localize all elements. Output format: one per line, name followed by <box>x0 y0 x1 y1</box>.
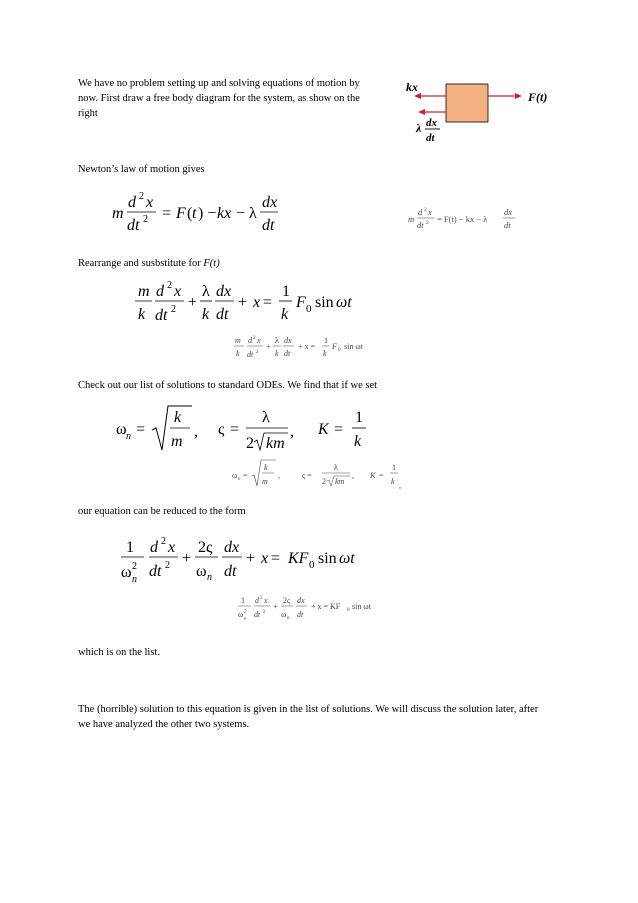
svg-text:d: d <box>255 596 259 605</box>
rearrange-variable: F(t) <box>203 258 220 269</box>
svg-text:x: x <box>257 336 261 345</box>
svg-text:KF: KF <box>288 550 309 567</box>
svg-text:=: = <box>334 421 344 438</box>
svg-text:ωt: ωt <box>336 294 352 311</box>
svg-text:2ς: 2ς <box>283 596 291 605</box>
svg-text:,: , <box>278 471 280 480</box>
svg-text:m: m <box>112 205 124 222</box>
svg-text:dx: dx <box>262 194 278 211</box>
svg-text:0: 0 <box>347 608 350 613</box>
parameter-definitions-small <box>230 456 410 496</box>
svg-text:K: K <box>370 471 376 480</box>
svg-text:n: n <box>287 616 290 621</box>
svg-text:=: = <box>136 421 146 438</box>
lambda-label: λ <box>416 121 422 135</box>
svg-text:dt: dt <box>254 610 261 619</box>
svg-text:x: x <box>428 207 432 217</box>
svg-text:− λ: − λ <box>236 205 257 222</box>
svg-text:ω: ω <box>281 610 287 619</box>
svg-text:1: 1 <box>392 463 396 472</box>
svg-text:k: k <box>275 349 279 358</box>
svg-text:k: k <box>323 349 327 358</box>
svg-text:+: + <box>238 294 248 311</box>
svg-text:(: ( <box>187 205 193 222</box>
svg-text:x: x <box>146 194 154 211</box>
mass-block <box>446 84 488 122</box>
rearranged-equation-small <box>232 332 402 364</box>
svg-text:n: n <box>238 477 241 482</box>
svg-text:sin: sin <box>318 550 337 567</box>
svg-text:,: , <box>352 471 354 480</box>
svg-text:+: + <box>273 602 278 611</box>
svg-text:dt: dt <box>149 563 162 580</box>
svg-text:2: 2 <box>322 477 326 486</box>
svg-text:dt: dt <box>504 220 511 230</box>
svg-text:x: x <box>253 294 261 311</box>
svg-text:+: + <box>246 550 256 567</box>
svg-text:+: + <box>188 294 198 311</box>
svg-text:= F(t) − kx − λ: = F(t) − kx − λ <box>437 214 488 224</box>
check-paragraph: Check out our list of solutions to standard ODEs. We find that if we set <box>78 380 378 391</box>
svg-text:λ: λ <box>334 463 338 472</box>
svg-text:sin: sin <box>315 294 334 311</box>
damping-arrow-icon <box>418 109 425 115</box>
svg-text:dt: dt <box>216 306 229 323</box>
svg-text:+ x =: + x = <box>298 342 316 351</box>
rearrange-paragraph <box>78 256 478 271</box>
svg-text:ωt: ωt <box>339 550 355 567</box>
svg-text:dt: dt <box>297 610 304 619</box>
svg-text:2: 2 <box>165 560 170 571</box>
svg-text:dx: dx <box>297 596 305 605</box>
svg-text:) −: ) − <box>198 205 217 222</box>
svg-text:k: k <box>202 306 210 323</box>
svg-text:2: 2 <box>139 191 144 202</box>
svg-text:2: 2 <box>161 536 166 547</box>
svg-text:dt: dt <box>247 350 254 359</box>
svg-text:K: K <box>318 421 329 438</box>
newton-equation <box>110 188 300 238</box>
svg-text:n: n <box>207 572 212 583</box>
svg-text:λ: λ <box>202 283 210 300</box>
svg-text:,: , <box>194 423 198 440</box>
svg-text:λ: λ <box>275 336 279 345</box>
svg-text:1: 1 <box>126 539 134 556</box>
svg-text:1: 1 <box>324 336 328 345</box>
svg-text:n: n <box>244 617 247 622</box>
svg-text:ω: ω <box>116 421 127 438</box>
svg-text:d: d <box>248 336 252 345</box>
svg-text:m: m <box>408 214 415 224</box>
svg-text:0: 0 <box>306 303 312 315</box>
svg-text:2: 2 <box>256 350 259 355</box>
svg-text:=: = <box>243 471 248 480</box>
svg-text:2: 2 <box>424 207 427 213</box>
svg-text:2: 2 <box>253 336 256 341</box>
svg-text:F: F <box>296 294 306 311</box>
parameter-definitions <box>112 400 382 460</box>
svg-text:2: 2 <box>246 435 254 452</box>
svg-text:2: 2 <box>426 220 429 226</box>
svg-text:dt: dt <box>284 349 291 358</box>
reduced-paragraph: our equation can be reduced to the form <box>78 506 246 517</box>
dt-label: dt <box>426 132 435 144</box>
svg-text:+: + <box>266 342 271 351</box>
svg-text:km: km <box>335 477 345 486</box>
svg-text:2: 2 <box>167 280 172 291</box>
svg-text:x: x <box>174 283 182 300</box>
svg-text:=: = <box>263 294 273 311</box>
svg-text:1: 1 <box>355 409 363 426</box>
svg-text:d: d <box>156 283 164 300</box>
svg-text:1: 1 <box>241 596 245 605</box>
svg-text:x: x <box>264 596 268 605</box>
svg-text:2: 2 <box>263 610 266 615</box>
svg-text:kx: kx <box>217 205 232 222</box>
svg-text:,: , <box>290 423 294 440</box>
svg-text:,: , <box>399 481 401 490</box>
svg-text:k: k <box>174 409 182 426</box>
svg-text:dx: dx <box>224 539 240 556</box>
svg-text:0: 0 <box>338 348 341 353</box>
rearranged-equation <box>132 274 372 330</box>
newton-equation-small <box>406 205 536 235</box>
svg-text:ς =: ς = <box>302 471 312 480</box>
svg-text:dt: dt <box>127 217 140 234</box>
svg-text:k: k <box>236 349 240 358</box>
intro-paragraph: We have no problem setting up and solving equations of motion by now. First draw a free body diagram for the system, as show on the right <box>78 78 360 119</box>
svg-text:t: t <box>192 205 197 222</box>
svg-text:F: F <box>176 205 186 222</box>
svg-text:2: 2 <box>244 610 247 615</box>
svg-text:F: F <box>332 342 337 351</box>
free-body-diagram <box>400 70 570 150</box>
svg-text:dt: dt <box>417 220 424 230</box>
svg-text:=: = <box>271 550 281 567</box>
kx-label: kx <box>406 80 418 94</box>
svg-text:k: k <box>264 463 268 472</box>
svg-text:2: 2 <box>260 596 263 601</box>
svg-text:2ς: 2ς <box>198 539 213 556</box>
svg-text:=: = <box>230 421 240 438</box>
svg-text:m: m <box>262 477 268 486</box>
svg-text:d: d <box>418 207 423 217</box>
svg-text:ω: ω <box>238 610 244 619</box>
svg-text:2: 2 <box>132 561 137 572</box>
svg-text:0: 0 <box>309 559 315 571</box>
svg-text:ω: ω <box>196 563 207 580</box>
svg-text:sin ωt: sin ωt <box>352 602 371 611</box>
svg-text:dx: dx <box>284 336 292 345</box>
svg-text:+: + <box>182 550 192 567</box>
svg-text:dt: dt <box>262 217 275 234</box>
svg-text:=: = <box>379 471 384 480</box>
svg-text:k: k <box>138 306 146 323</box>
svg-text:n: n <box>132 574 137 585</box>
svg-text:m: m <box>235 336 241 345</box>
svg-text:+ x = KF: + x = KF <box>311 602 341 611</box>
svg-text:x: x <box>261 550 269 567</box>
svg-text:2: 2 <box>171 304 176 315</box>
svg-text:n: n <box>126 431 131 442</box>
svg-text:m: m <box>171 433 183 450</box>
svg-text:dx: dx <box>216 283 232 300</box>
newton-paragraph: Newton’s law of motion gives <box>78 164 205 175</box>
rearrange-text: Rearrange and susbstitute for <box>78 258 204 269</box>
svg-text:dx: dx <box>504 207 513 217</box>
on-list-paragraph: which is on the list. <box>78 647 160 658</box>
svg-text:ς: ς <box>218 421 225 438</box>
dx-label: dx <box>426 117 437 129</box>
svg-text:km: km <box>266 435 285 452</box>
svg-text:k: k <box>354 433 362 450</box>
svg-text:λ: λ <box>262 409 270 426</box>
svg-text:d: d <box>150 539 158 556</box>
svg-text:dt: dt <box>155 307 168 324</box>
svg-text:k: k <box>391 477 395 486</box>
svg-text:2: 2 <box>143 214 148 225</box>
svg-text:ω: ω <box>232 471 238 480</box>
force-arrow-icon <box>515 93 522 99</box>
standard-form-equation-small <box>236 592 406 628</box>
svg-text:d: d <box>128 194 136 211</box>
standard-form-equation <box>118 528 388 588</box>
svg-text:x: x <box>168 539 176 556</box>
solution-paragraph: The (horrible) solution to this equation is given in the list of solutions. We will discuss the solution later, after we have analyzed the other two systems. <box>78 704 539 730</box>
svg-text:dt: dt <box>224 563 237 580</box>
force-label: F(t) <box>528 90 548 104</box>
svg-text:=: = <box>162 205 172 222</box>
svg-text:sin ωt: sin ωt <box>344 342 363 351</box>
svg-text:ω: ω <box>121 564 132 581</box>
svg-text:m: m <box>138 283 150 300</box>
svg-text:1: 1 <box>282 283 290 300</box>
svg-text:k: k <box>281 306 289 323</box>
